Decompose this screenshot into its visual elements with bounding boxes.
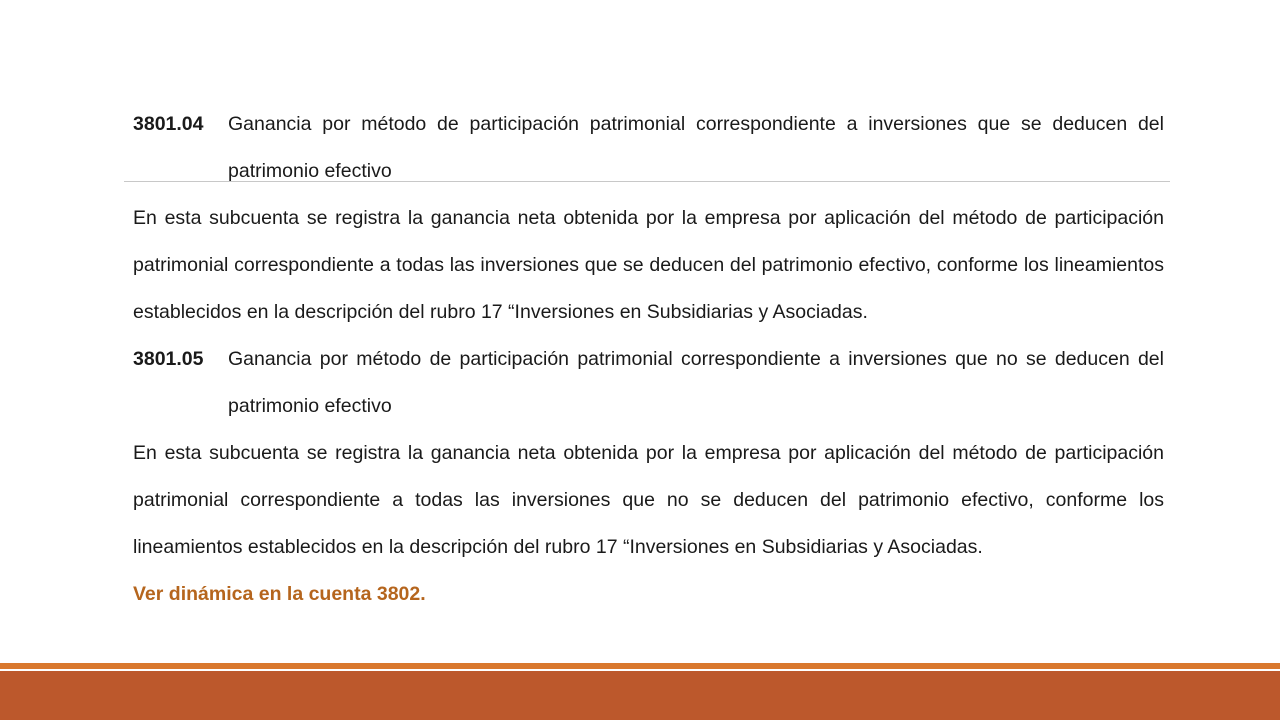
account-title: Ganancia por método de participación patrimonial correspondiente a inversiones que se deducen del patrimonio efectivo — [228, 113, 1164, 182]
account-description: En esta subcuenta se registra la ganancia neta obtenida por la empresa por aplicación del método de participación patrimonial correspondiente a todas las inversiones que se deducen del patrimonio efectivo, conforme los lineamientos establecidos en la descripción del rubro 17 “Inversiones en Subsidiarias y Asociadas. — [133, 207, 1164, 323]
account-title: Ganancia por método de participación patrimonial correspondiente a inversiones que no se deducen del patrimonio efectivo — [228, 348, 1164, 417]
account-description: En esta subcuenta se registra la ganancia neta obtenida por la empresa por aplicación del método de participación patrimonial correspondiente a todas las inversiones que no se deducen del patrimonio efectivo, conforme los lineamientos establecidos en la descripción del rubro 17 “Inversiones en Subsidiarias y Asociadas. — [133, 442, 1164, 558]
section-heading-3801-04 — [133, 101, 1164, 195]
account-code: 3801.05 — [133, 348, 204, 370]
footer-accent-line — [0, 663, 1280, 669]
footer-bar — [0, 671, 1280, 720]
account-code: 3801.04 — [133, 113, 204, 135]
slide-content — [133, 101, 1164, 618]
section-heading-3801-05 — [133, 336, 1164, 430]
see-dynamics-link[interactable]: Ver dinámica en la cuenta 3802. — [133, 583, 426, 605]
see-dynamics-link-row — [133, 571, 1164, 618]
